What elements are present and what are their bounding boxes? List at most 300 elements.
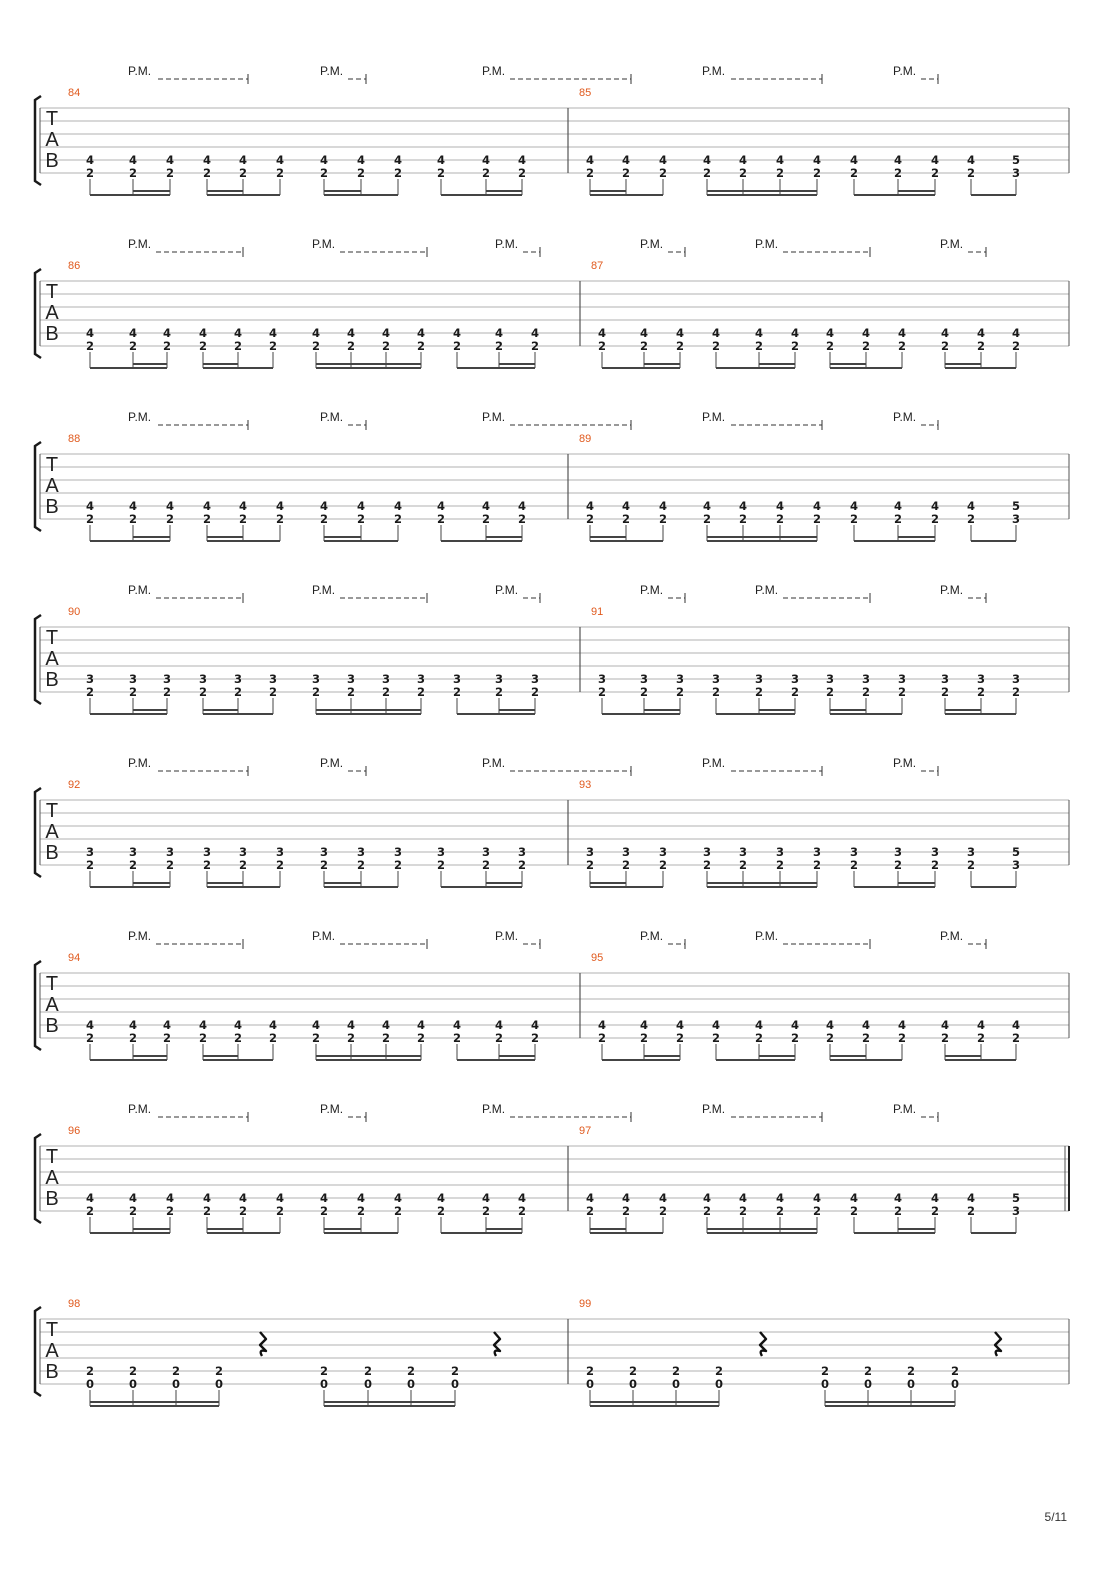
fret-number: 4 <box>128 1191 138 1205</box>
fret-number: 2 <box>738 512 748 526</box>
fret-number: 2 <box>319 858 329 872</box>
fret-number: 2 <box>356 1204 366 1218</box>
fret-number: 2 <box>671 1364 681 1378</box>
measure-number: 86 <box>68 260 81 272</box>
fret-number: 2 <box>812 512 822 526</box>
fret-number: 4 <box>436 499 446 513</box>
fret-number: 2 <box>517 166 527 180</box>
fret-number: 4 <box>275 499 285 513</box>
fret-number: 3 <box>275 845 285 859</box>
fret-number: 4 <box>481 1191 491 1205</box>
fret-number: 2 <box>311 685 321 699</box>
fret-number: 2 <box>1011 339 1021 353</box>
fret-number: 4 <box>128 153 138 167</box>
fret-number: 3 <box>621 845 631 859</box>
palm-mute-label: P.M. <box>940 583 964 597</box>
fret-number: 0 <box>128 1377 138 1391</box>
fret-number: 2 <box>675 1031 685 1045</box>
fret-number: 2 <box>517 512 527 526</box>
palm-mute-label: P.M. <box>755 237 779 251</box>
fret-number: 4 <box>825 326 835 340</box>
fret-number: 4 <box>393 499 403 513</box>
fret-number: 2 <box>162 1031 172 1045</box>
fret-number: 2 <box>198 339 208 353</box>
fret-number: 3 <box>393 845 403 859</box>
fret-number: 2 <box>658 1204 668 1218</box>
fret-number: 4 <box>639 326 649 340</box>
palm-mute-label: P.M. <box>940 237 964 251</box>
fret-number: 4 <box>202 153 212 167</box>
fret-number: 4 <box>381 1018 391 1032</box>
fret-number: 2 <box>893 512 903 526</box>
fret-number: 4 <box>233 326 243 340</box>
fret-number: 2 <box>319 166 329 180</box>
fret-number: 4 <box>861 326 871 340</box>
fret-number: 2 <box>940 1031 950 1045</box>
fret-number: 3 <box>790 672 800 686</box>
palm-mute-label: P.M. <box>312 583 336 597</box>
measure-number: 94 <box>68 952 81 964</box>
tab-clef-letter: B <box>45 150 59 172</box>
tab-clef-letter: T <box>45 281 59 303</box>
fret-number: 4 <box>711 326 721 340</box>
palm-mute-label: P.M. <box>940 929 964 943</box>
fret-number: 4 <box>893 1191 903 1205</box>
fret-number: 4 <box>319 153 329 167</box>
fret-number: 2 <box>85 685 95 699</box>
fret-number: 4 <box>356 499 366 513</box>
fret-number: 2 <box>754 685 764 699</box>
fret-number: 2 <box>436 1204 446 1218</box>
fret-number: 4 <box>311 326 321 340</box>
palm-mute-label: P.M. <box>320 410 344 424</box>
fret-number: 2 <box>85 1031 95 1045</box>
fret-number: 2 <box>436 512 446 526</box>
fret-number: 2 <box>452 685 462 699</box>
fret-number: 4 <box>893 499 903 513</box>
fret-number: 0 <box>863 1377 873 1391</box>
fret-number: 2 <box>675 339 685 353</box>
palm-mute-label: P.M. <box>702 756 726 770</box>
fret-number: 2 <box>738 166 748 180</box>
fret-number: 2 <box>675 685 685 699</box>
fret-number: 2 <box>363 1364 373 1378</box>
fret-number: 2 <box>966 858 976 872</box>
fret-number: 2 <box>585 512 595 526</box>
fret-number: 4 <box>356 1191 366 1205</box>
fret-number: 3 <box>233 672 243 686</box>
fret-number: 2 <box>128 1364 138 1378</box>
fret-number: 4 <box>825 1018 835 1032</box>
fret-number: 2 <box>233 685 243 699</box>
fret-number: 2 <box>393 1204 403 1218</box>
fret-number: 4 <box>238 153 248 167</box>
quarter-rest-icon <box>494 1332 500 1356</box>
measure-number: 95 <box>591 952 604 964</box>
fret-number: 4 <box>128 1018 138 1032</box>
fret-number: 4 <box>585 1191 595 1205</box>
fret-number: 2 <box>775 512 785 526</box>
fret-number: 4 <box>738 153 748 167</box>
fret-number: 4 <box>675 326 685 340</box>
fret-number: 3 <box>85 845 95 859</box>
fret-number: 4 <box>233 1018 243 1032</box>
fret-number: 3 <box>494 672 504 686</box>
fret-number: 4 <box>711 1018 721 1032</box>
quarter-rest-icon <box>995 1332 1001 1356</box>
fret-number: 2 <box>319 512 329 526</box>
tab-clef-letter: T <box>45 627 59 649</box>
fret-number: 4 <box>639 1018 649 1032</box>
fret-number: 3 <box>754 672 764 686</box>
fret-number: 2 <box>346 685 356 699</box>
fret-number: 0 <box>406 1377 416 1391</box>
fret-number: 2 <box>621 858 631 872</box>
fret-number: 2 <box>639 339 649 353</box>
fret-number: 3 <box>775 845 785 859</box>
fret-number: 3 <box>128 845 138 859</box>
fret-number: 2 <box>658 166 668 180</box>
quarter-rest-icon <box>760 1332 766 1356</box>
palm-mute-label: P.M. <box>495 583 519 597</box>
tab-clef-letter: A <box>45 1167 59 1189</box>
fret-number: 4 <box>85 153 95 167</box>
fret-number: 2 <box>128 166 138 180</box>
palm-mute-label: P.M. <box>482 64 506 78</box>
fret-number: 2 <box>738 858 748 872</box>
fret-number: 2 <box>165 858 175 872</box>
fret-number: 2 <box>85 339 95 353</box>
tab-clef-letter: T <box>45 973 59 995</box>
fret-number: 4 <box>275 1191 285 1205</box>
fret-number: 2 <box>639 1031 649 1045</box>
fret-number: 4 <box>85 1018 95 1032</box>
fret-number: 0 <box>906 1377 916 1391</box>
fret-number: 2 <box>238 1204 248 1218</box>
fret-number: 4 <box>268 326 278 340</box>
fret-number: 4 <box>319 499 329 513</box>
tab-clef-letter: B <box>45 496 59 518</box>
fret-number: 2 <box>128 685 138 699</box>
fret-number: 2 <box>897 339 907 353</box>
fret-number: 4 <box>849 1191 859 1205</box>
fret-number: 4 <box>738 499 748 513</box>
fret-number: 3 <box>436 845 446 859</box>
fret-number: 2 <box>966 512 976 526</box>
fret-number: 2 <box>268 1031 278 1045</box>
fret-number: 4 <box>702 499 712 513</box>
fret-number: 2 <box>849 858 859 872</box>
fret-number: 2 <box>930 512 940 526</box>
fret-number: 0 <box>585 1377 595 1391</box>
measure-number: 99 <box>579 1298 592 1310</box>
measure-number: 84 <box>68 87 81 99</box>
palm-mute-label: P.M. <box>893 64 917 78</box>
tab-clef-letter: B <box>45 1188 59 1210</box>
fret-number: 2 <box>233 1031 243 1045</box>
fret-number: 4 <box>517 1191 527 1205</box>
palm-mute-label: P.M. <box>640 237 664 251</box>
fret-number: 2 <box>346 339 356 353</box>
tab-clef-letter: A <box>45 994 59 1016</box>
fret-number: 4 <box>393 1191 403 1205</box>
fret-number: 4 <box>1011 326 1021 340</box>
tab-clef-letter: T <box>45 800 59 822</box>
fret-number: 0 <box>214 1377 224 1391</box>
fret-number: 2 <box>452 339 462 353</box>
palm-mute-label: P.M. <box>312 237 336 251</box>
fret-number: 2 <box>711 1031 721 1045</box>
fret-number: 4 <box>238 1191 248 1205</box>
fret-number: 2 <box>202 512 212 526</box>
fret-number: 2 <box>85 858 95 872</box>
fret-number: 2 <box>812 166 822 180</box>
fret-number: 2 <box>356 858 366 872</box>
fret-number: 3 <box>85 672 95 686</box>
fret-number: 2 <box>530 685 540 699</box>
fret-number: 4 <box>128 326 138 340</box>
fret-number: 2 <box>356 166 366 180</box>
fret-number: 2 <box>940 685 950 699</box>
fret-number: 2 <box>436 858 446 872</box>
fret-number: 4 <box>346 1018 356 1032</box>
fret-number: 4 <box>436 1191 446 1205</box>
fret-number: 4 <box>658 499 668 513</box>
fret-number: 0 <box>950 1377 960 1391</box>
fret-number: 3 <box>416 672 426 686</box>
fret-number: 4 <box>162 326 172 340</box>
fret-number: 2 <box>861 339 871 353</box>
fret-number: 3 <box>585 845 595 859</box>
fret-number: 2 <box>198 1031 208 1045</box>
fret-number: 4 <box>861 1018 871 1032</box>
fret-number: 2 <box>494 685 504 699</box>
fret-number: 4 <box>494 1018 504 1032</box>
fret-number: 4 <box>597 1018 607 1032</box>
fret-number: 5 <box>1011 845 1021 859</box>
fret-number: 2 <box>393 858 403 872</box>
fret-number: 2 <box>162 685 172 699</box>
palm-mute-label: P.M. <box>320 756 344 770</box>
palm-mute-label: P.M. <box>128 756 152 770</box>
measure-number: 89 <box>579 433 592 445</box>
palm-mute-label: P.M. <box>640 583 664 597</box>
fret-number: 2 <box>268 339 278 353</box>
fret-number: 2 <box>702 1204 712 1218</box>
fret-number: 4 <box>966 1191 976 1205</box>
fret-number: 2 <box>790 1031 800 1045</box>
measure-number: 85 <box>579 87 592 99</box>
fret-number: 0 <box>171 1377 181 1391</box>
fret-number: 2 <box>416 339 426 353</box>
fret-number: 2 <box>585 1364 595 1378</box>
fret-number: 2 <box>436 166 446 180</box>
fret-number: 2 <box>812 858 822 872</box>
fret-number: 2 <box>966 166 976 180</box>
fret-number: 3 <box>849 845 859 859</box>
fret-number: 2 <box>311 339 321 353</box>
fret-number: 2 <box>775 858 785 872</box>
fret-number: 2 <box>639 685 649 699</box>
fret-number: 4 <box>165 1191 175 1205</box>
fret-number: 4 <box>940 326 950 340</box>
fret-number: 2 <box>517 858 527 872</box>
fret-number: 2 <box>628 1364 638 1378</box>
fret-number: 4 <box>481 153 491 167</box>
fret-number: 2 <box>893 858 903 872</box>
palm-mute-label: P.M. <box>893 756 917 770</box>
fret-number: 3 <box>639 672 649 686</box>
fret-number: 4 <box>897 326 907 340</box>
fret-number: 2 <box>85 166 95 180</box>
fret-number: 2 <box>450 1364 460 1378</box>
fret-number: 2 <box>940 339 950 353</box>
fret-number: 4 <box>790 1018 800 1032</box>
fret-number: 4 <box>275 153 285 167</box>
fret-number: 2 <box>976 685 986 699</box>
palm-mute-label: P.M. <box>495 929 519 943</box>
tab-clef-letter: B <box>45 669 59 691</box>
fret-number: 2 <box>238 858 248 872</box>
fret-number: 2 <box>906 1364 916 1378</box>
fret-number: 2 <box>754 1031 764 1045</box>
fret-number: 2 <box>820 1364 830 1378</box>
fret-number: 4 <box>381 326 391 340</box>
fret-number: 3 <box>861 672 871 686</box>
fret-number: 0 <box>85 1377 95 1391</box>
measure-number: 93 <box>579 779 592 791</box>
fret-number: 4 <box>897 1018 907 1032</box>
fret-number: 4 <box>812 153 822 167</box>
fret-number: 2 <box>311 1031 321 1045</box>
fret-number: 4 <box>754 1018 764 1032</box>
fret-number: 2 <box>976 339 986 353</box>
palm-mute-label: P.M. <box>495 237 519 251</box>
fret-number: 4 <box>585 499 595 513</box>
fret-number: 2 <box>738 1204 748 1218</box>
fret-number: 4 <box>966 153 976 167</box>
tab-clef-letter: A <box>45 1340 59 1362</box>
fret-number: 0 <box>628 1377 638 1391</box>
fret-number: 2 <box>825 339 835 353</box>
fret-number: 3 <box>702 845 712 859</box>
fret-number: 4 <box>517 153 527 167</box>
fret-number: 2 <box>812 1204 822 1218</box>
fret-number: 3 <box>738 845 748 859</box>
palm-mute-label: P.M. <box>128 410 152 424</box>
fret-number: 4 <box>202 499 212 513</box>
fret-number: 2 <box>966 1204 976 1218</box>
fret-number: 4 <box>812 1191 822 1205</box>
fret-number: 4 <box>356 153 366 167</box>
fret-number: 2 <box>849 1204 859 1218</box>
fret-number: 2 <box>775 166 785 180</box>
fret-number: 3 <box>893 845 903 859</box>
fret-number: 4 <box>162 1018 172 1032</box>
palm-mute-label: P.M. <box>128 583 152 597</box>
fret-number: 2 <box>416 1031 426 1045</box>
fret-number: 3 <box>202 845 212 859</box>
palm-mute-label: P.M. <box>755 929 779 943</box>
fret-number: 3 <box>356 845 366 859</box>
measure-number: 90 <box>68 606 81 618</box>
fret-number: 4 <box>675 1018 685 1032</box>
fret-number: 4 <box>198 1018 208 1032</box>
fret-number: 2 <box>861 1031 871 1045</box>
fret-number: 4 <box>775 153 785 167</box>
fret-number: 4 <box>702 1191 712 1205</box>
fret-number: 2 <box>825 1031 835 1045</box>
palm-mute-label: P.M. <box>702 64 726 78</box>
fret-number: 2 <box>128 512 138 526</box>
fret-number: 3 <box>1011 858 1021 872</box>
fret-number: 4 <box>530 326 540 340</box>
fret-number: 2 <box>494 339 504 353</box>
measure-number: 92 <box>68 779 81 791</box>
tab-clef-letter: A <box>45 129 59 151</box>
fret-number: 2 <box>950 1364 960 1378</box>
fret-number: 4 <box>597 326 607 340</box>
fret-number: 2 <box>319 1364 329 1378</box>
fret-number: 4 <box>202 1191 212 1205</box>
measure-number: 87 <box>591 260 604 272</box>
tab-clef-letter: T <box>45 1146 59 1168</box>
fret-number: 2 <box>849 512 859 526</box>
fret-number: 4 <box>1011 1018 1021 1032</box>
fret-number: 3 <box>825 672 835 686</box>
fret-number: 2 <box>530 339 540 353</box>
fret-number: 2 <box>702 166 712 180</box>
palm-mute-label: P.M. <box>482 1102 506 1116</box>
fret-number: 3 <box>481 845 491 859</box>
fret-number: 3 <box>319 845 329 859</box>
fret-number: 2 <box>1011 685 1021 699</box>
fret-number: 2 <box>897 685 907 699</box>
fret-number: 2 <box>597 339 607 353</box>
fret-number: 2 <box>85 1364 95 1378</box>
palm-mute-label: P.M. <box>320 64 344 78</box>
fret-number: 2 <box>198 685 208 699</box>
fret-number: 4 <box>621 1191 631 1205</box>
fret-number: 2 <box>202 858 212 872</box>
fret-number: 2 <box>171 1364 181 1378</box>
fret-number: 4 <box>849 153 859 167</box>
fret-number: 3 <box>1011 166 1021 180</box>
fret-number: 4 <box>416 1018 426 1032</box>
measure-number: 97 <box>579 1125 592 1137</box>
fret-number: 2 <box>861 685 871 699</box>
fret-number: 2 <box>621 1204 631 1218</box>
tab-clef-letter: T <box>45 108 59 130</box>
fret-number: 2 <box>381 685 391 699</box>
fret-number: 2 <box>530 1031 540 1045</box>
fret-number: 2 <box>976 1031 986 1045</box>
palm-mute-label: P.M. <box>482 756 506 770</box>
fret-number: 2 <box>393 166 403 180</box>
tab-clef-letter: A <box>45 821 59 843</box>
fret-number: 0 <box>450 1377 460 1391</box>
tab-clef-letter: B <box>45 842 59 864</box>
fret-number: 2 <box>775 1204 785 1218</box>
fret-number: 2 <box>711 339 721 353</box>
fret-number: 3 <box>165 845 175 859</box>
fret-number: 3 <box>966 845 976 859</box>
fret-number: 2 <box>893 166 903 180</box>
fret-number: 2 <box>481 1204 491 1218</box>
fret-number: 3 <box>381 672 391 686</box>
fret-number: 2 <box>381 1031 391 1045</box>
fret-number: 2 <box>658 858 668 872</box>
